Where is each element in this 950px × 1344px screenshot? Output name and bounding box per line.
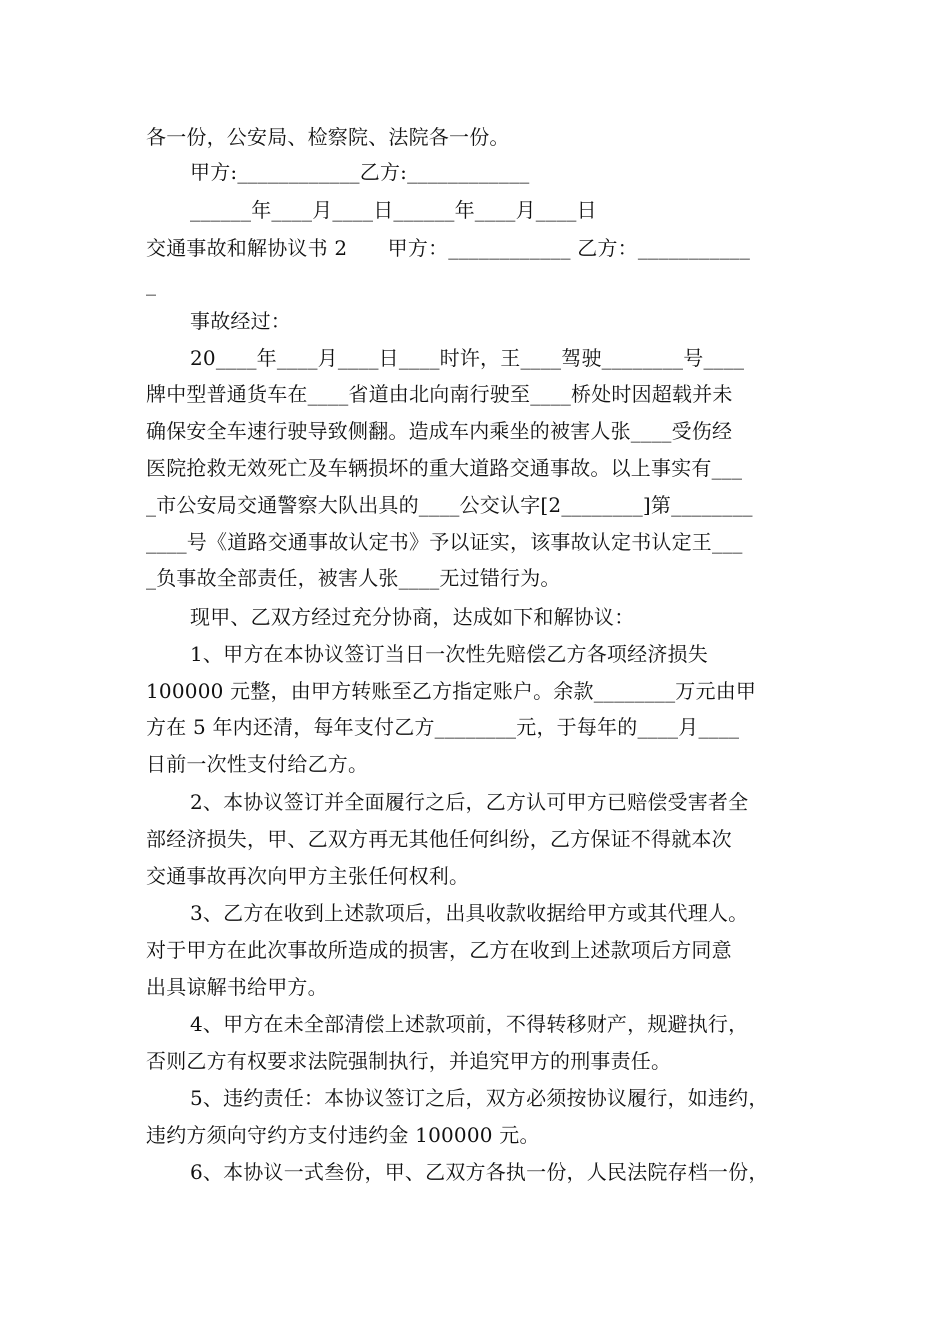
text-line: 6、本协议一式叁份，甲、乙双方各执一份，人民法院存档一份， — [190, 1160, 769, 1184]
text-line: 100000 元整，由甲方转账至乙方指定账户。余款________万元由甲 — [146, 679, 757, 703]
text-line: 2、本协议签订并全面履行之后，乙方认可甲方已赔偿受害者全 — [190, 790, 749, 814]
section-heading: 交通事故和解协议书 2 甲方：____________ 乙方：___________ — [146, 236, 751, 260]
text-line: 医院抢救无效死亡及车辆损坏的重大道路交通事故。以上事实有___ — [146, 456, 743, 480]
text-line: 否则乙方有权要求法院强制执行，并追究甲方的刑事责任。 — [146, 1049, 672, 1073]
text-line: 日前一次性支付给乙方。 — [146, 752, 369, 776]
text-line: ____号《道路交通事故认定书》予以证实，该事故认定书认定王___ — [146, 530, 743, 554]
text-line: 各一份，公安局、检察院、法院各一份。 — [146, 125, 510, 149]
text-line: 20____年____月____日____时许，王____驾驶________号____ — [190, 346, 745, 370]
text-line: 确保安全车速行驶导致侧翻。造成车内乘坐的被害人张____受伤经 — [146, 419, 733, 443]
text-line: 对于甲方在此次事故所造成的损害，乙方在收到上述款项后方同意 — [146, 938, 732, 962]
text-line: 违约方须向守约方支付违约金 100000 元。 — [146, 1123, 540, 1147]
text-line: 5、违约责任：本协议签订之后，双方必须按协议履行，如违约， — [190, 1086, 769, 1110]
text-line: _市公安局交通警察大队出具的____公交认字[2________]第________ — [146, 493, 753, 517]
text-line: 4、甲方在未全部清偿上述款项前，不得转移财产，规避执行， — [190, 1012, 749, 1036]
text-line: _ — [146, 272, 157, 296]
text-line: 交通事故再次向甲方主张任何权利。 — [146, 864, 470, 888]
text-line: ______年____月____日______年____月____日 — [190, 198, 597, 222]
text-line: 3、乙方在收到上述款项后，出具收款收据给甲方或其代理人。 — [190, 901, 749, 925]
text-line: 出具谅解书给甲方。 — [146, 975, 328, 999]
text-line: 方在 5 年内还清，每年支付乙方________元，于每年的____月____ — [146, 715, 740, 739]
text-line: 1、甲方在本协议签订当日一次性先赔偿乙方各项经济损失 — [190, 642, 708, 666]
text-line: 甲方:____________乙方:____________ — [190, 160, 530, 184]
text-line: 现甲、乙双方经过充分协商，达成如下和解协议： — [190, 605, 635, 629]
text-line: 部经济损失，甲、乙双方再无其他任何纠纷，乙方保证不得就本次 — [146, 827, 732, 851]
text-line: _负事故全部责任，被害人张____无过错行为。 — [146, 566, 561, 590]
text-line: 事故经过： — [190, 309, 291, 333]
text-line: 牌中型普通货车在____省道由北向南行驶至____桥处时因超载并未 — [146, 382, 733, 406]
